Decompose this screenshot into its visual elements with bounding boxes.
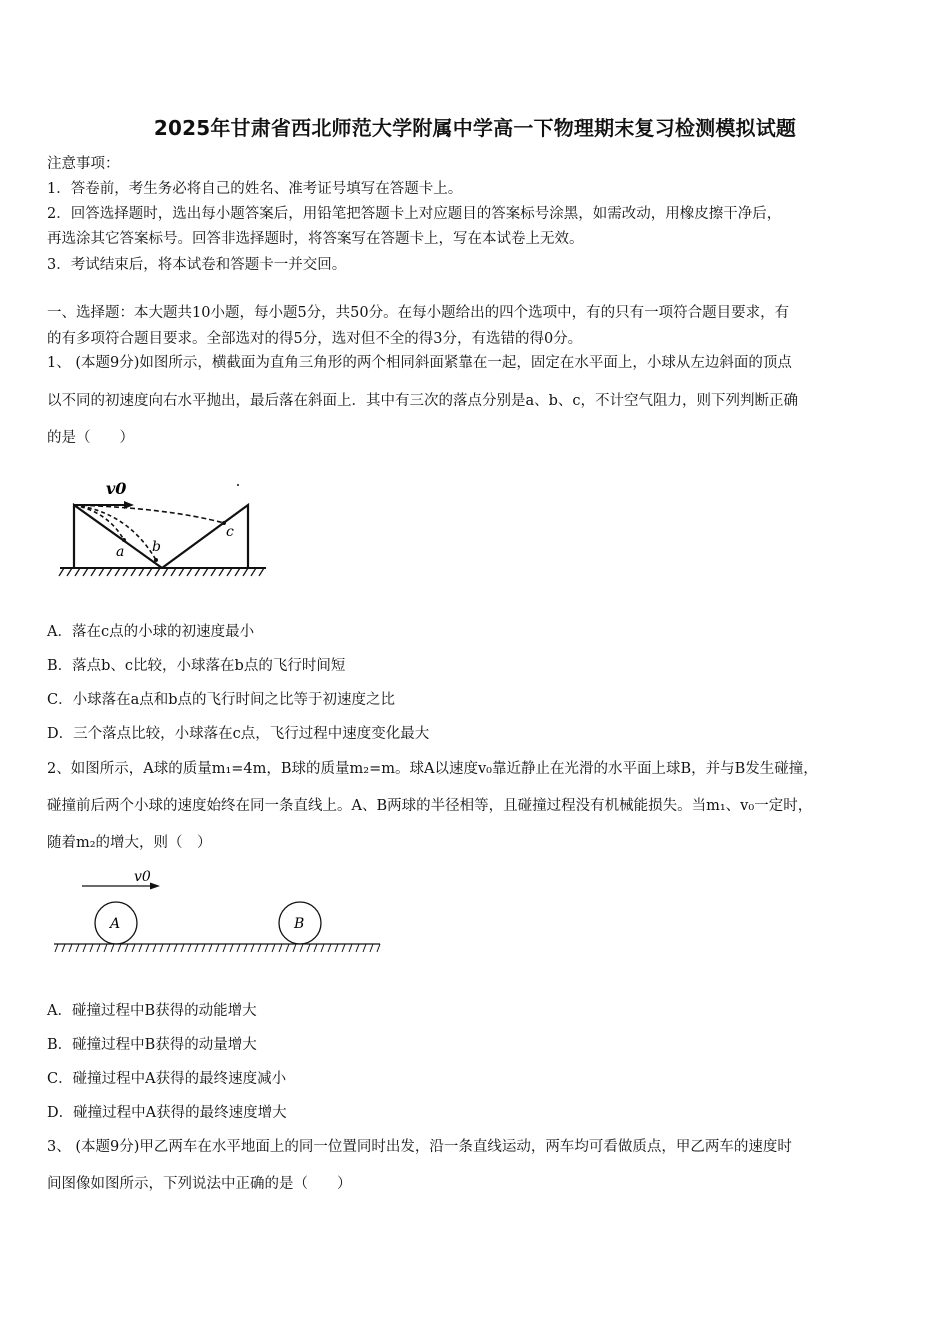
- ground-hatching: [59, 568, 264, 576]
- point-a-label: a: [116, 544, 125, 560]
- q2-stem-line-2: 碰撞前后两个小球的速度始终在同一条直线上。A、B两球的半径相等，且碰撞过程没有机械能损失。当m₁、v₀一定时，: [47, 798, 813, 814]
- q3-stem-line-1: 3、 (本题9分)甲乙两车在水平地面上的同一位置同时出发，沿一条直线运动，两车均可看做质点，甲乙两车的速度时: [47, 1139, 792, 1155]
- section-intro-line-1: 一、选择题：本大题共10小题，每小题5分，共50分。在每小题给出的四个选项中，有的只有一项符合题目要求，有: [47, 305, 790, 321]
- q1-v0-label: v0: [106, 479, 127, 498]
- q2-option-b[interactable]: B．碰撞过程中B获得的动量增大: [47, 1037, 257, 1053]
- q2-option-a[interactable]: A．碰撞过程中B获得的动能增大: [47, 1003, 257, 1019]
- notice-item-1: 1．答卷前，考生务必将自己的姓名、准考证号填写在答题卡上。: [47, 181, 463, 197]
- q1-option-b[interactable]: B．落点b、c比较，小球落在b点的飞行时间短: [47, 658, 346, 674]
- q2-v0-label: v0: [134, 869, 151, 885]
- q2-stem-line-1: 2、如图所示，A球的质量m₁=4m，B球的质量m₂=m。球A以速度v₀靠近静止在光滑的水平面上球B，并与B发生碰撞，: [47, 761, 818, 777]
- q1-stem-line-2: 以不同的初速度向右水平抛出，最后落在斜面上．其中有三次的落点分别是a、b、c，不计空气阻力，则下列判断正确: [47, 393, 799, 409]
- q2-stem-line-3: 随着m₂的增大，则（ ）: [47, 835, 212, 851]
- notice-heading: 注意事项：: [47, 156, 120, 172]
- q3-stem-line-2: 间图像如图所示，下列说法中正确的是（ ）: [47, 1176, 352, 1192]
- q1-option-c[interactable]: C．小球落在a点和b点的飞行时间之比等于初速度之比: [47, 692, 396, 708]
- q1-stem-line-3: 的是（ ）: [47, 430, 134, 446]
- notice-item-2b: 再选涂其它答案标号。回答非选择题时，将答案写在答题卡上，写在本试卷上无效。: [47, 231, 584, 247]
- notice-item-3: 3．考试结束后，将本试卷和答题卡一并交回。: [47, 257, 347, 273]
- right-incline: [162, 505, 248, 568]
- q2-option-c[interactable]: C．碰撞过程中A获得的最终速度减小: [47, 1071, 287, 1087]
- point-c-label: c: [226, 524, 234, 540]
- q1-option-a[interactable]: A．落在c点的小球的初速度最小: [47, 624, 255, 640]
- q1-incline-figure: [58, 472, 270, 582]
- q1-stem-line-1: 1、 (本题9分)如图所示，横截面为直角三角形的两个相同斜面紧靠在一起，固定在水平面上，小球从左边斜面的顶点: [47, 355, 792, 371]
- q2-option-d[interactable]: D．碰撞过程中A获得的最终速度增大: [47, 1105, 287, 1121]
- point-b-label: b: [152, 539, 161, 555]
- q1-option-d[interactable]: D．三个落点比较，小球落在c点，飞行过程中速度变化最大: [47, 726, 430, 742]
- ball-b-label: B: [294, 916, 305, 932]
- page-title: 2025年甘肃省西北师范大学附属中学高一下物理期末复习检测模拟试题: [153, 116, 797, 140]
- section-intro-line-2: 的有多项符合题目要求。全部选对的得5分，选对但不全的得3分，有选错的得0分。: [47, 331, 583, 347]
- q2-ground-hatching: [55, 944, 380, 952]
- ball-a-label: A: [110, 916, 121, 932]
- notice-item-2a: 2．回答选择题时，选出每小题答案后，用铅笔把答题卡上对应题目的答案标号涂黑，如需改动，用橡皮擦干净后，: [47, 206, 782, 222]
- q2-collision-figure: [52, 866, 384, 958]
